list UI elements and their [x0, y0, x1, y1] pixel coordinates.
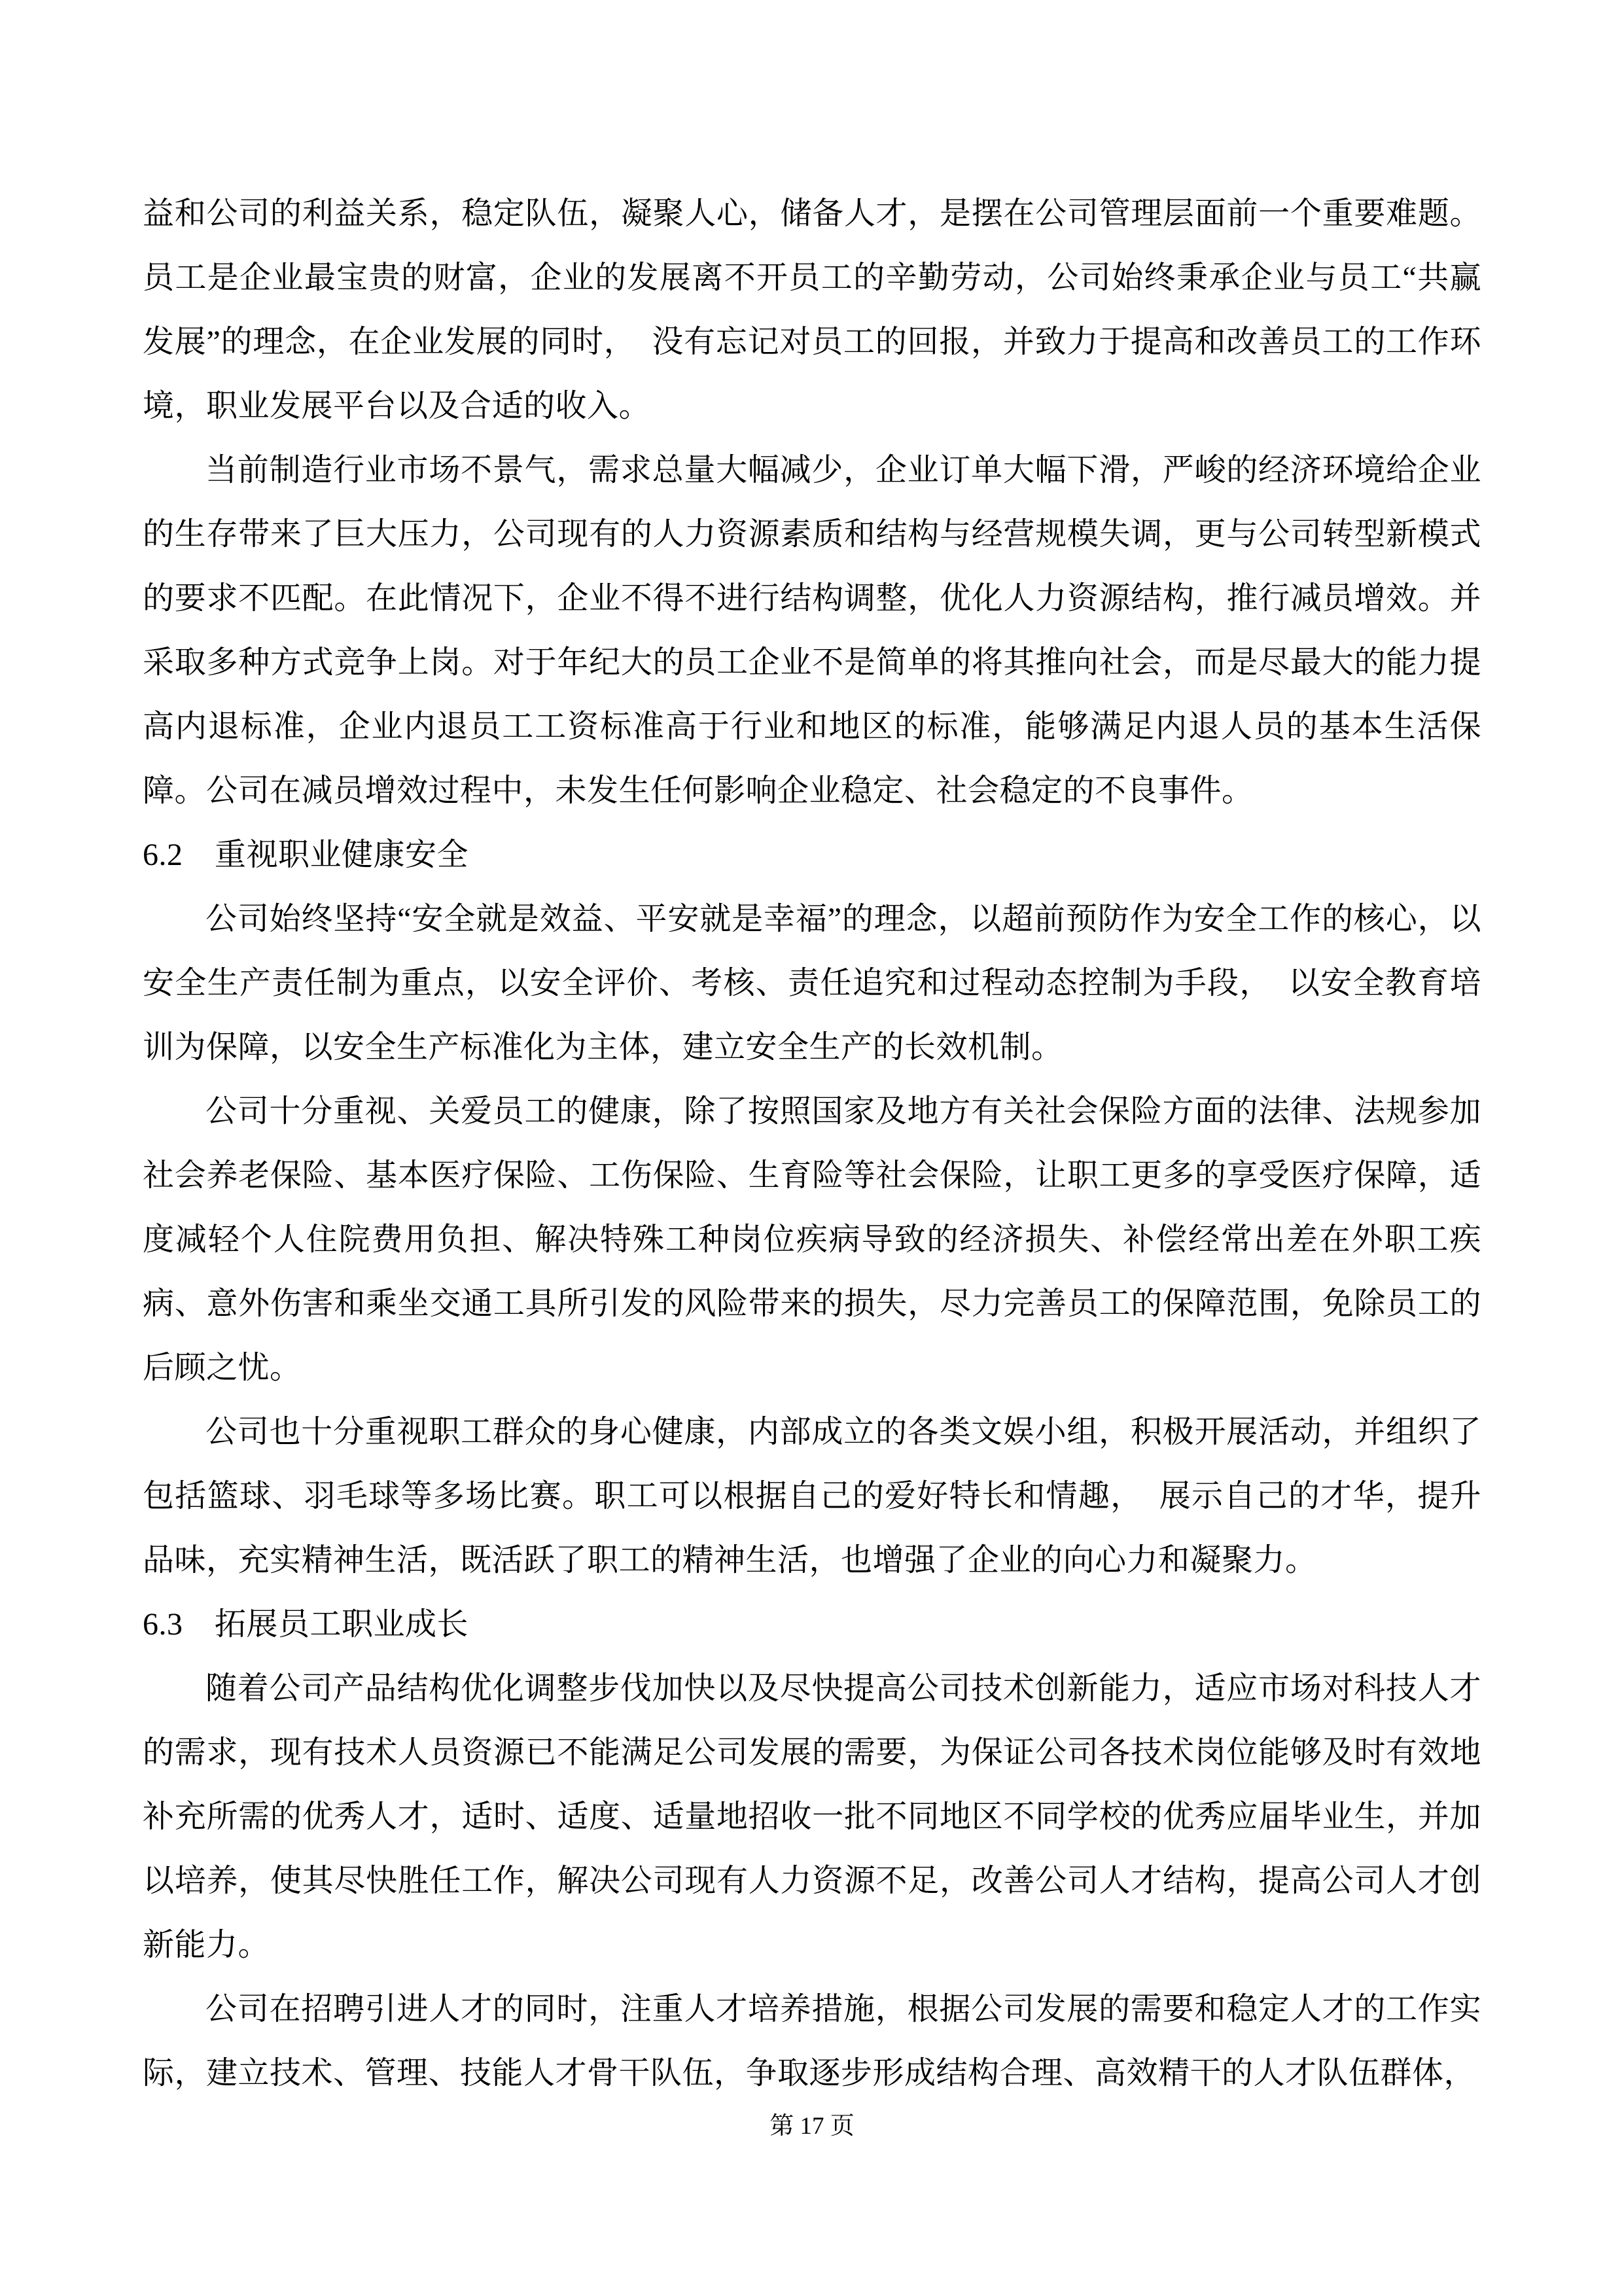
- page-footer: [0, 2110, 1624, 2143]
- paragraph: 公司十分重视、关爱员工的健康，除了按照国家及地方有关社会保险方面的法律、法规参加社会养老保险、基本医疗保险、工伤保险、生育险等社会保险，让职工更多的享受医疗保障，适度减轻个人住院费用负担、解决特殊工种岗位疾病导致的经济损失、补偿经常出差在外职工疾病、意外伤害和乘坐交通工具所引发的风险带来的损失，尽力完善员工的保障范围，免除员工的后顾之忧。: [143, 1094, 1481, 1385]
- section-heading: 6.3 拓展员工职业成长: [143, 1607, 469, 1642]
- section-heading: 6.2 重视职业健康安全: [143, 838, 469, 872]
- paragraph: 公司也十分重视职工群众的身心健康，内部成立的各类文娱小组，积极开展活动，并组织了包括篮球、羽毛球等多场比赛。职工可以根据自己的爱好特长和情趣， 展示自己的才华，提升品味，充实精神生活，既活跃了职工的精神生活，也增强了企业的向心力和凝聚力。: [143, 1415, 1481, 1578]
- document-body: [143, 182, 1481, 2106]
- paragraph: 益和公司的利益关系，稳定队伍，凝聚人心，储备人才，是摆在公司管理层面前一个重要难题。员工是企业最宝贵的财富，企业的发展离不开员工的辛勤劳动，公司始终秉承企业与员工“共赢发展”的理念，在企业发展的同时， 没有忘记对员工的回报，并致力于提高和改善员工的工作环境，职业发展平台以及合适的收入。: [143, 196, 1481, 423]
- paragraph: 公司在招聘引进人才的同时，注重人才培养措施，根据公司发展的需要和稳定人才的工作实际，建立技术、管理、技能人才骨干队伍，争取逐步形成结构合理、高效精干的人才队伍群体，: [143, 1992, 1481, 2091]
- paragraph: 公司始终坚持“安全就是效益、平安就是幸福”的理念，以超前预防作为安全工作的核心，以安全生产责任制为重点，以安全评价、考核、责任追究和过程动态控制为手段， 以安全教育培训为保障，以安全生产标准化为主体，建立安全生产的长效机制。: [143, 902, 1481, 1065]
- page-number-label: 第 17 页: [769, 2113, 855, 2140]
- paragraph: 随着公司产品结构优化调整步伐加快以及尽快提高公司技术创新能力，适应市场对科技人才的需求，现有技术人员资源已不能满足公司发展的需要，为保证公司各技术岗位能够及时有效地补充所需的优秀人才，适时、适度、适量地招收一批不同地区不同学校的优秀应届毕业生，并加以培养，使其尽快胜任工作，解决公司现有人力资源不足，改善公司人才结构，提高公司人才创新能力。: [143, 1671, 1481, 1962]
- paragraph: 当前制造行业市场不景气，需求总量大幅减少，企业订单大幅下滑，严峻的经济环境给企业的生存带来了巨大压力，公司现有的人力资源素质和结构与经营规模失调，更与公司转型新模式的要求不匹配。在此情况下，企业不得不进行结构调整，优化人力资源结构，推行减员增效。并采取多种方式竞争上岗。对于年纪大的员工企业不是简单的将其推向社会，而是尽最大的能力提高内退标准，企业内退员工工资标准高于行业和地区的标准，能够满足内退人员的基本生活保障。公司在减员增效过程中，未发生任何影响企业稳定、社会稳定的不良事件。: [143, 453, 1481, 808]
